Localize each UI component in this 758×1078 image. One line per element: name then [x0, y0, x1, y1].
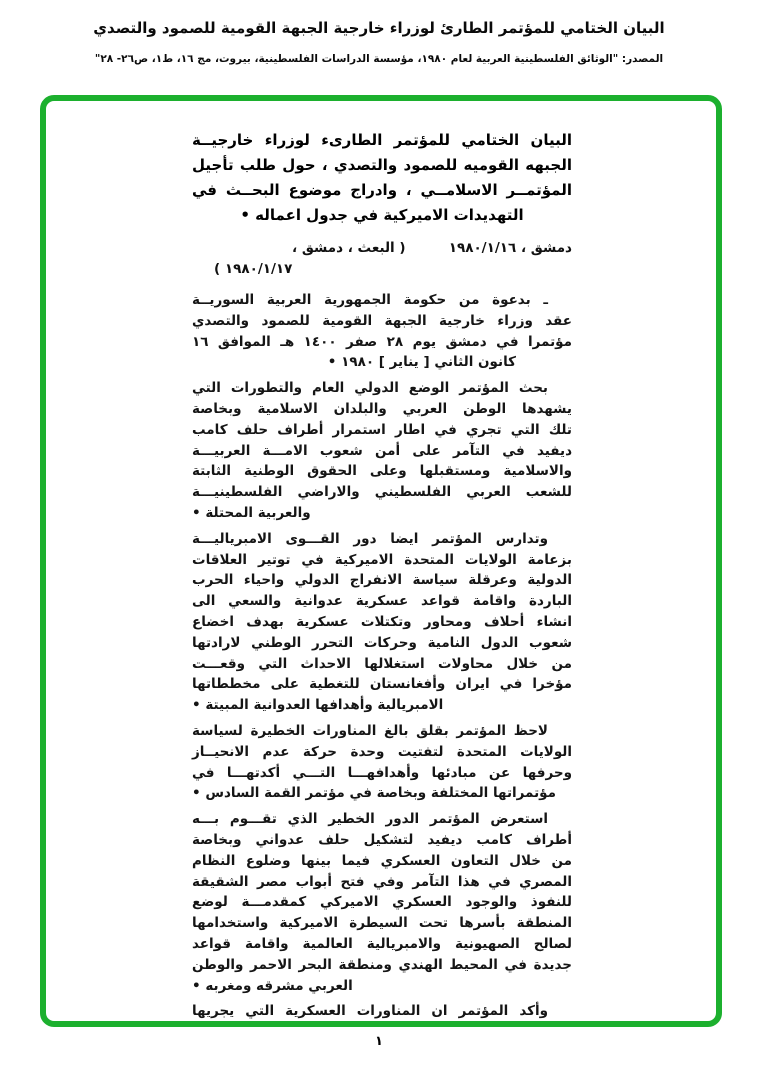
- text-line: الولايات المتحدة لتفتيت وحدة حركة عدم الانحيــاز: [192, 743, 572, 760]
- text-line: الجبهه القوميه للصمود والتصدي ، حول طلب تأجيل: [192, 156, 572, 174]
- text-line: وأكد المؤتمر ان المناورات العسكرية التي يجريها: [192, 1003, 548, 1020]
- document-body: [46, 101, 716, 1021]
- text-line: العربي مشرقه ومغربه •: [192, 977, 353, 994]
- page-header: [0, 18, 758, 66]
- document-title-block: [192, 128, 572, 228]
- text-line: والاسلامية ومستقبلها وعلى الحقوق الوطنية الثابتة: [192, 463, 572, 480]
- text-line: المنطقة بأسرها تحت السيطرة الاميركية واستخدامها: [192, 915, 572, 932]
- page-number: ١: [375, 1034, 383, 1049]
- text-line: والعربية المحتلة •: [192, 504, 311, 521]
- text-line: البيان الختامي للمؤتمر الطارىء لوزراء خارجيــة: [192, 131, 572, 149]
- document-frame: [40, 95, 722, 1027]
- text-line: أطراف كامب ديفيد لتشكيل حلف عدواني وبخاصة: [192, 831, 572, 848]
- dateline-place-date: دمشق ، ١٩٨٠/١/١٦: [448, 240, 572, 256]
- text-line: مؤتمراتها المختلفة وبخاصة في مؤتمر القمة السادس •: [192, 785, 556, 802]
- text-line: المصري في هذا التآمر وفي فتح أبواب مصر الشقيقة: [192, 873, 572, 890]
- text-line: انشاء أحلاف ومحاور وتكتلات عسكرية بهدف اخضاع: [192, 613, 572, 630]
- text-line: ديفيد في التآمر على أمن شعوب الامـــة العربيـــة: [192, 442, 572, 459]
- text-line: للنفوذ والوجود العسكري الاميركي كمقدمـــة لوضع: [192, 894, 572, 911]
- text-line: وحرفها عن مبادئها وأهدافهـــا التـــي أكدتهـــا في: [192, 764, 572, 781]
- text-line: المؤتمــر الاسلامــي ، وادراج موضوع البحــث في: [192, 181, 572, 199]
- text-line: الامبريالية وأهدافها العدوانية المبيتة •: [192, 697, 444, 714]
- text-line: شعوب الدول النامية وحركات التحرر الوطني لارادتها: [192, 634, 572, 651]
- header-source: المصدر: "الوثائق الفلسطينية العربية لعام ١٩٨٠، مؤسسة الدراسات الفلسطينية، بيروت، مج ١٦، ط١، ص٢٦- ٢٨": [94, 53, 664, 65]
- text-line: مؤخرا في ايران وأفغانستان للتغطية على مخططاتها: [192, 676, 572, 693]
- text-line: الدولية وعرقلة سياسة الانفراج الدولي واحياء الحرب: [192, 572, 572, 589]
- text-line: الباردة واقامة قواعد عسكرية عدوانية والسعي الى: [192, 593, 572, 610]
- paragraph: [192, 290, 572, 373]
- text-line: مؤتمرا في دمشق يوم ٢٨ صفر ١٤٠٠ هـ الموافق ١٦: [192, 333, 572, 350]
- paragraphs-container: [192, 290, 572, 1022]
- text-line: من خلال التعاون العسكري فيما بينها وضلوع النظام: [192, 852, 572, 869]
- text-line: من خلال محاولات استغلالها الاحداث التي وقعـــت: [192, 655, 572, 672]
- text-line: عقد وزراء خارجية الجبهة القومية للصمود والتصدي: [192, 312, 572, 329]
- text-line: تلك التي تجري في اطار استمرار أطراف حلف كامب: [192, 421, 572, 438]
- paragraph: [192, 1001, 572, 1022]
- text-line: جديدة في المحيط الهندي ومنطقة البحر الاحمر والوطن: [192, 956, 572, 973]
- paragraph: [192, 809, 572, 996]
- dateline-source-open: ( البعث ، دمشق ،: [292, 240, 406, 256]
- paragraph: [192, 721, 572, 804]
- text-line: بزعامة الولايات المتحدة الاميركية في توتير العلاقات: [192, 551, 572, 568]
- text-line: التهديدات الاميركية في جدول اعماله •: [240, 206, 524, 224]
- paragraph: [192, 378, 572, 524]
- text-line: وتدارس المؤتمر ايضا دور القـــوى الامبرياليـــة: [192, 530, 548, 547]
- text-line: لاحظ المؤتمر بقلق بالغ المناورات الخطيرة لسياسة: [192, 722, 548, 739]
- text-line: ـ بدعوة من حكومة الجمهورية العربية السوريــة: [192, 292, 548, 308]
- text-line: لصالح الصهيونية والامبريالية العالمية واقامة قواعد: [192, 935, 572, 952]
- dateline-source-close: ١٩٨٠/١/١٧ ): [214, 261, 293, 277]
- text-line: يشهدها الوطن العربي والبلدان الاسلامية وبخاصة: [192, 400, 572, 417]
- dateline: [192, 237, 572, 281]
- text-line: كانون الثاني [ يناير ] ١٩٨٠ •: [327, 354, 516, 371]
- text-line: استعرض المؤتمر الدور الخطير الذي تقـــوم بـــه: [192, 811, 548, 828]
- text-line: بحث المؤتمر الوضع الدولي العام والتطورات التي: [192, 380, 548, 397]
- header-title: البيان الختامي للمؤتمر الطارئ لوزراء خارجية الجبهة القومية للصمود والتصدي: [93, 19, 665, 37]
- text-line: للشعب العربي الفلسطيني والاراضي الفلسطينيـــة: [192, 484, 572, 501]
- paragraph: [192, 529, 572, 716]
